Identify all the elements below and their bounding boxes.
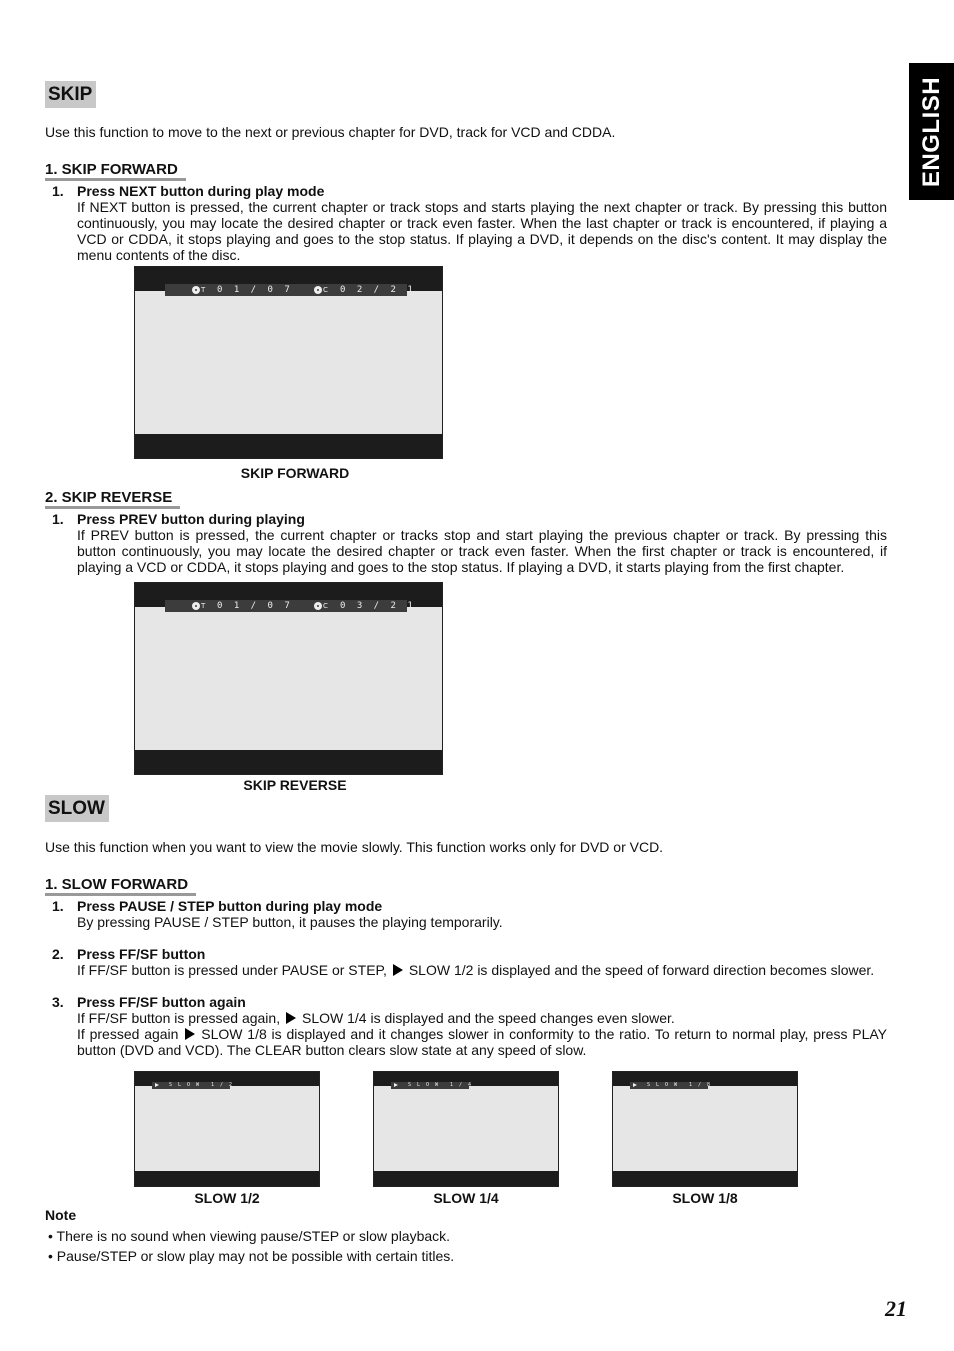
slow-step-3-text-a: If FF/SF button is pressed again,: [77, 1010, 281, 1026]
title-counter: 0 1 / 0 7: [217, 285, 293, 295]
slow-ratio: 1 / 4: [450, 1082, 473, 1088]
skip-forward-heading: 1. SKIP FORWARD: [45, 161, 186, 181]
skip-section-heading: SKIP: [45, 81, 96, 108]
chapter-icon-tag: C: [323, 602, 331, 610]
play-icon: [394, 1083, 398, 1087]
skip-forward-caption: SKIP FORWARD: [240, 465, 350, 481]
note-item-2: • Pause/STEP or slow play may not be possible with certain titles.: [48, 1248, 455, 1264]
slow-eighth-screen: [612, 1071, 798, 1187]
slow-label: S L O W: [647, 1082, 679, 1088]
skip-intro: Use this function to move to the next or previous chapter for DVD, track for VCD and CDDA.: [45, 124, 616, 140]
skip-reverse-caption: SKIP REVERSE: [243, 777, 347, 793]
screen-bottom-bar: [613, 1171, 797, 1186]
slow-eighth-caption: SLOW 1/8: [672, 1190, 738, 1206]
title-icon-tag: T: [201, 602, 209, 610]
slow-eighth-osd: [630, 1082, 712, 1089]
slow-step-1-title: Press PAUSE / STEP button during play mode: [77, 898, 383, 914]
slow-step-2-text: [77, 962, 887, 978]
slow-step-2-title: Press FF/SF button: [77, 946, 206, 962]
screen-bottom-bar: [135, 434, 442, 458]
slow-intro: Use this function when you want to view the movie slowly. This function works only for DVD or VCD.: [45, 839, 664, 855]
skip-forward-step-number: 1.: [52, 183, 64, 199]
slow-ratio: 1 / 2: [211, 1082, 234, 1088]
note-heading: Note: [45, 1207, 77, 1223]
language-tab-label: ENGLISH: [917, 76, 945, 187]
skip-forward-osd: [165, 284, 416, 296]
screen-bottom-bar: [135, 1171, 319, 1186]
slow-ratio: 1 / 8: [689, 1082, 712, 1088]
play-arrow-icon: [185, 1028, 195, 1040]
chapter-disc-icon: [314, 602, 322, 610]
slow-step-3-text-c: If pressed again: [77, 1026, 179, 1042]
skip-reverse-screen: [134, 582, 443, 775]
play-icon: [633, 1083, 637, 1087]
slow-label: S L O W: [408, 1082, 440, 1088]
slow-quarter-caption: SLOW 1/4: [433, 1190, 499, 1206]
title-icon-tag: T: [201, 286, 209, 294]
skip-reverse-osd: [165, 600, 416, 612]
skip-reverse-step-number: 1.: [52, 511, 64, 527]
chapter-counter: 0 2 / 2 1: [340, 285, 416, 295]
slow-step-3-text-b: SLOW 1/4 is displayed and the speed changes even slower.: [302, 1010, 675, 1026]
skip-forward-step-text: If NEXT button is pressed, the current chapter or track stops and starts playing the next chapter or track. By pressing this button continuously, you may locate the desired chapter or track even faster. When the last chapter or track is encountered, if playing a VCD or CDDA, it stops playing and goes to the stop status. If playing a DVD, it depends on the disc's content. It may display the menu contents of the disc.: [77, 199, 887, 263]
skip-forward-step-title: Press NEXT button during play mode: [77, 183, 325, 199]
title-disc-icon: [192, 286, 200, 294]
title-disc-icon: [192, 602, 200, 610]
slow-step-3-number: 3.: [52, 994, 64, 1010]
skip-reverse-step-title: Press PREV button during playing: [77, 511, 305, 527]
page-number: 21: [885, 1296, 907, 1321]
slow-half-osd: [152, 1082, 234, 1089]
slow-step-1-number: 1.: [52, 898, 64, 914]
play-icon: [155, 1083, 159, 1087]
slow-step-3-text-d: SLOW 1/8 is displayed and it changes slower in conformity to the ratio. To return to normal play, press PLAY button (DVD and VCD). The CLEAR button clears slow state at any speed of slow.: [77, 1026, 888, 1058]
skip-forward-screen: [134, 266, 443, 459]
slow-quarter-screen: [373, 1071, 559, 1187]
chapter-counter: 0 3 / 2 1: [340, 601, 416, 611]
chapter-icon-tag: C: [323, 286, 331, 294]
slow-quarter-osd: [391, 1082, 473, 1089]
screen-bottom-bar: [374, 1171, 558, 1186]
screen-bottom-bar: [135, 750, 442, 774]
note-item-1: • There is no sound when viewing pause/STEP or slow playback.: [48, 1228, 451, 1244]
language-tab: [909, 63, 954, 200]
slow-half-screen: [134, 1071, 320, 1187]
title-counter: 0 1 / 0 7: [217, 601, 293, 611]
play-arrow-icon: [393, 964, 403, 976]
slow-step-2-text-b: SLOW 1/2 is displayed and the speed of forward direction becomes slower.: [408, 962, 875, 978]
slow-label: S L O W: [169, 1082, 201, 1088]
skip-reverse-heading: 2. SKIP REVERSE: [45, 489, 180, 509]
slow-forward-heading: 1. SLOW FORWARD: [45, 876, 196, 896]
chapter-disc-icon: [314, 286, 322, 294]
play-arrow-icon: [286, 1012, 296, 1024]
slow-step-2-text-a: If FF/SF button is pressed under PAUSE or STEP,: [77, 962, 387, 978]
slow-step-1-text: By pressing PAUSE / STEP button, it pauses the playing temporarily.: [77, 914, 503, 930]
slow-step-2-number: 2.: [52, 946, 64, 962]
slow-half-caption: SLOW 1/2: [194, 1190, 260, 1206]
skip-reverse-step-text: If PREV button is pressed, the current chapter or tracks stop and start playing the previous chapter or track. By pressing this button continuously, you may locate the desired chapter or track even faster. When the first chapter or track is encountered, if playing a VCD or CDDA, it stops playing and goes to the stop status. If playing a DVD, it starts playing from the first chapter.: [77, 527, 887, 575]
slow-step-3-title: Press FF/SF button again: [77, 994, 246, 1010]
slow-section-heading: SLOW: [45, 795, 109, 822]
slow-step-3-text: [77, 1010, 887, 1058]
